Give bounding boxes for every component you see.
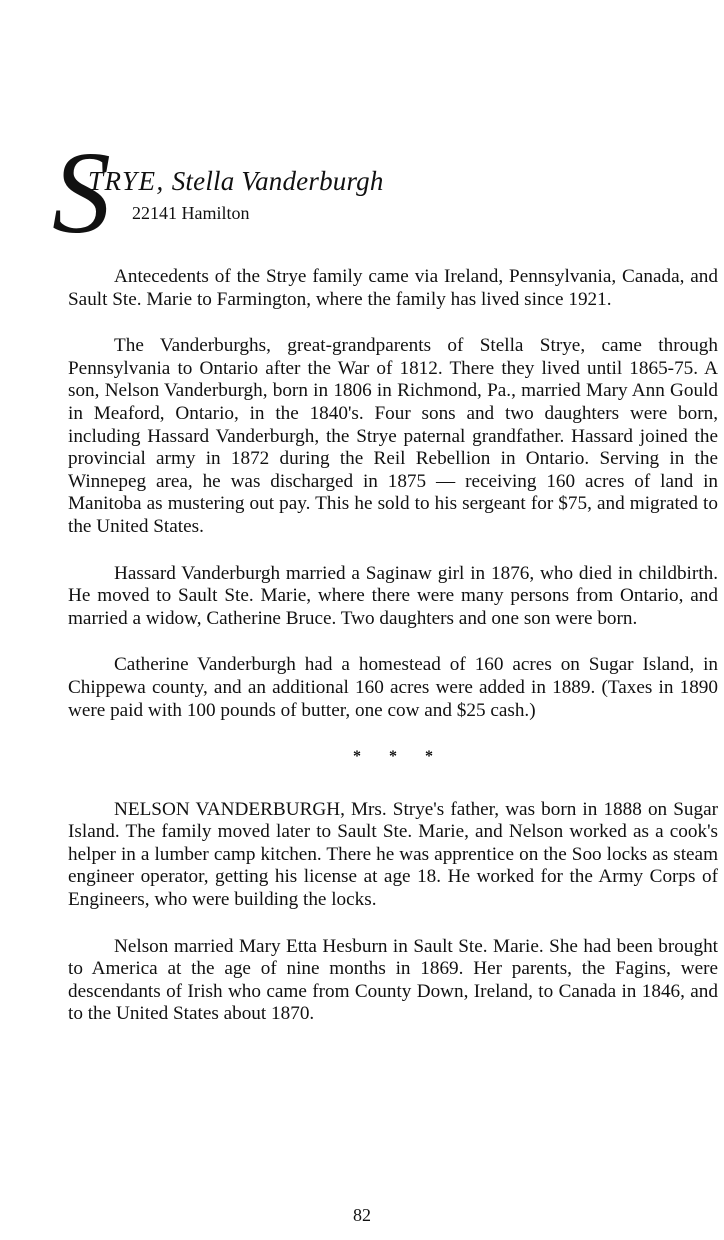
body-text <box>68 266 718 1050</box>
entry-surname: TRYE, <box>88 166 165 196</box>
section-separator: * * * <box>353 748 445 766</box>
paragraph: The Vanderburghs, great-grandparents of Stella Strye, came through Pennsylvania to Ontario after the War of 1812. There they lived until 1865-75. A son, Nelson Vanderburgh, born in 1806 in Richmond, Pa., married Mary Ann Gould in Meaford, Ontario, in the 1840's. Four sons and two daughters were born, including Hassard Vanderburgh, the Strye paternal grandfather. Hassard joined the provincial army in 1872 during the Reil Rebellion in Ontario. Serving in the Winnepeg area, he was discharged in 1875 — receiving 160 acres of land in Manitoba as mustering out pay. This he sold to his sergeant for $75, and migrated to the United States. <box>68 335 718 537</box>
entry-address: 22141 Hamilton <box>132 203 250 223</box>
entry-given-names: Stella Vanderburgh <box>171 166 384 196</box>
drop-cap: S <box>52 127 111 258</box>
paragraph: Nelson married Mary Etta Hesburn in Sault Ste. Marie. She had been brought to America at the age of nine months in 1869. Her parents, the Fagins, were descendants of Irish who came from County Down, Ireland, to Canada in 1846, and to the United States about 1870. <box>68 935 718 1025</box>
paragraph: Antecedents of the Strye family came via Ireland, Pennsylvania, Canada, and Sault Ste. Marie to Farmington, where the family has lived since 1921. <box>68 266 718 310</box>
paragraph: Catherine Vanderburgh had a homestead of 160 acres on Sugar Island, in Chippewa county, and an additional 160 acres were added in 1889. (Taxes in 1890 were paid with 100 pounds of butter, one cow and $25 cash.) <box>68 654 718 721</box>
page-number: 82 <box>353 1205 371 1225</box>
entry-heading <box>52 127 692 258</box>
paragraph: Hassard Vanderburgh married a Saginaw girl in 1876, who died in childbirth. He moved to Sault Ste. Marie, where there were many persons from Ontario, and married a widow, Catherine Bruce. Two daughters and one son were born. <box>68 562 718 629</box>
entry-name <box>88 166 384 197</box>
paragraph: NELSON VANDERBURGH, Mrs. Strye's father, was born in 1888 on Sugar Island. The family moved later to Sault Ste. Marie, and Nelson worked as a cook's helper in a lumber camp kitchen. There he was apprentice on the Soo locks as steam engineer operator, getting his license at age 18. He worked for the Army Corps of Engineers, who were building the locks. <box>68 798 718 911</box>
